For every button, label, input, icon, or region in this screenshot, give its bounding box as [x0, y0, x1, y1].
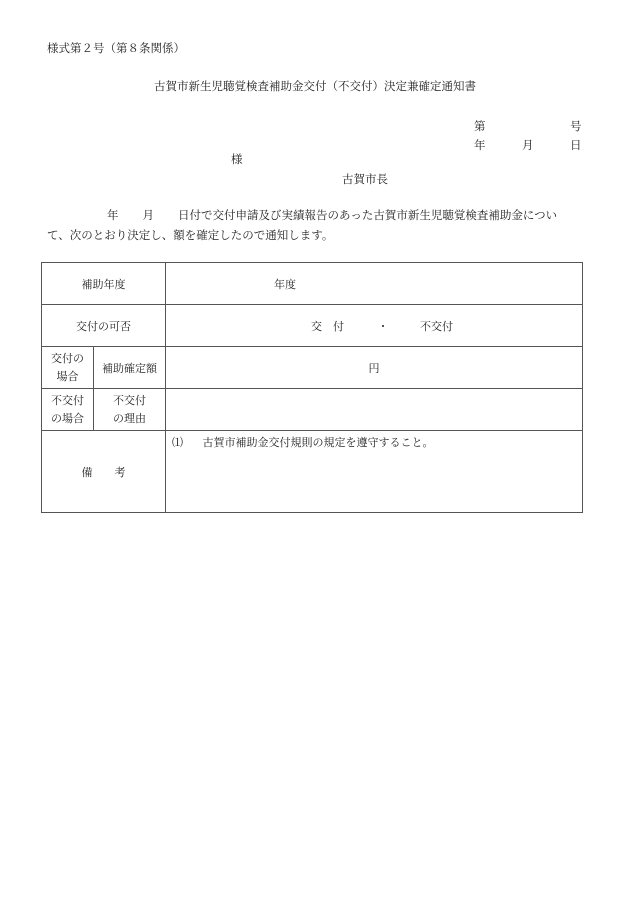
confirmed-amount-label: 補助確定額	[94, 347, 166, 389]
confirmed-amount-row	[42, 347, 583, 389]
remarks-row	[42, 431, 583, 513]
rejected-case-label: 不交付 の場合	[42, 389, 94, 431]
subsidy-year-label: 補助年度	[42, 263, 166, 305]
note-number: ⑴	[172, 436, 183, 449]
option-separator: ・	[377, 319, 389, 333]
form-number-label: 様式第２号（第８条関係）	[47, 41, 185, 55]
body-line-1	[47, 210, 557, 222]
addressee-suffix: 様	[231, 152, 243, 166]
body-text-1: 日付で交付申請及び実績報告のあった古賀市新生児聴覚検査補助金につい	[178, 208, 558, 222]
subsidy-year-row	[42, 263, 583, 305]
issue-date-line	[470, 137, 590, 151]
body-year: 年	[107, 208, 119, 222]
subsidy-year-value	[166, 263, 583, 305]
document-number-line	[470, 118, 590, 132]
grant-decision-row	[42, 305, 583, 347]
rejection-reason-value	[166, 389, 583, 431]
granted-case-label: 交付の 場合	[42, 347, 94, 389]
option-grant: 交 付	[311, 319, 344, 333]
number-suffix: 号	[570, 119, 582, 133]
decision-table	[41, 262, 583, 513]
date-year: 年	[474, 138, 486, 152]
grant-decision-value	[166, 305, 583, 347]
date-month: 月	[522, 138, 534, 152]
remarks-value	[166, 431, 583, 513]
confirmed-amount-value	[166, 347, 583, 389]
grant-decision-label: 交付の可否	[42, 305, 166, 347]
number-prefix: 第	[474, 119, 486, 133]
body-month: 月	[142, 208, 154, 222]
body-line-2: て、次のとおり決定し、額を確定したので通知します。	[47, 228, 334, 242]
year-unit: 年度	[274, 277, 296, 291]
issuer-name: 古賀市長	[342, 172, 388, 186]
rejection-reason-row	[42, 389, 583, 431]
date-day: 日	[570, 138, 582, 152]
document-title: 古賀市新生児聴覚検査補助金交付（不交付）決定兼確定通知書	[154, 79, 476, 93]
note-text: 古賀市補助金交付規則の規定を遵守すること。	[202, 436, 434, 449]
rejection-reason-label: 不交付 の理由	[94, 389, 166, 431]
option-no-grant: 不交付	[420, 319, 453, 333]
yen-unit: 円	[368, 361, 380, 375]
remarks-label: 備 考	[42, 431, 166, 513]
